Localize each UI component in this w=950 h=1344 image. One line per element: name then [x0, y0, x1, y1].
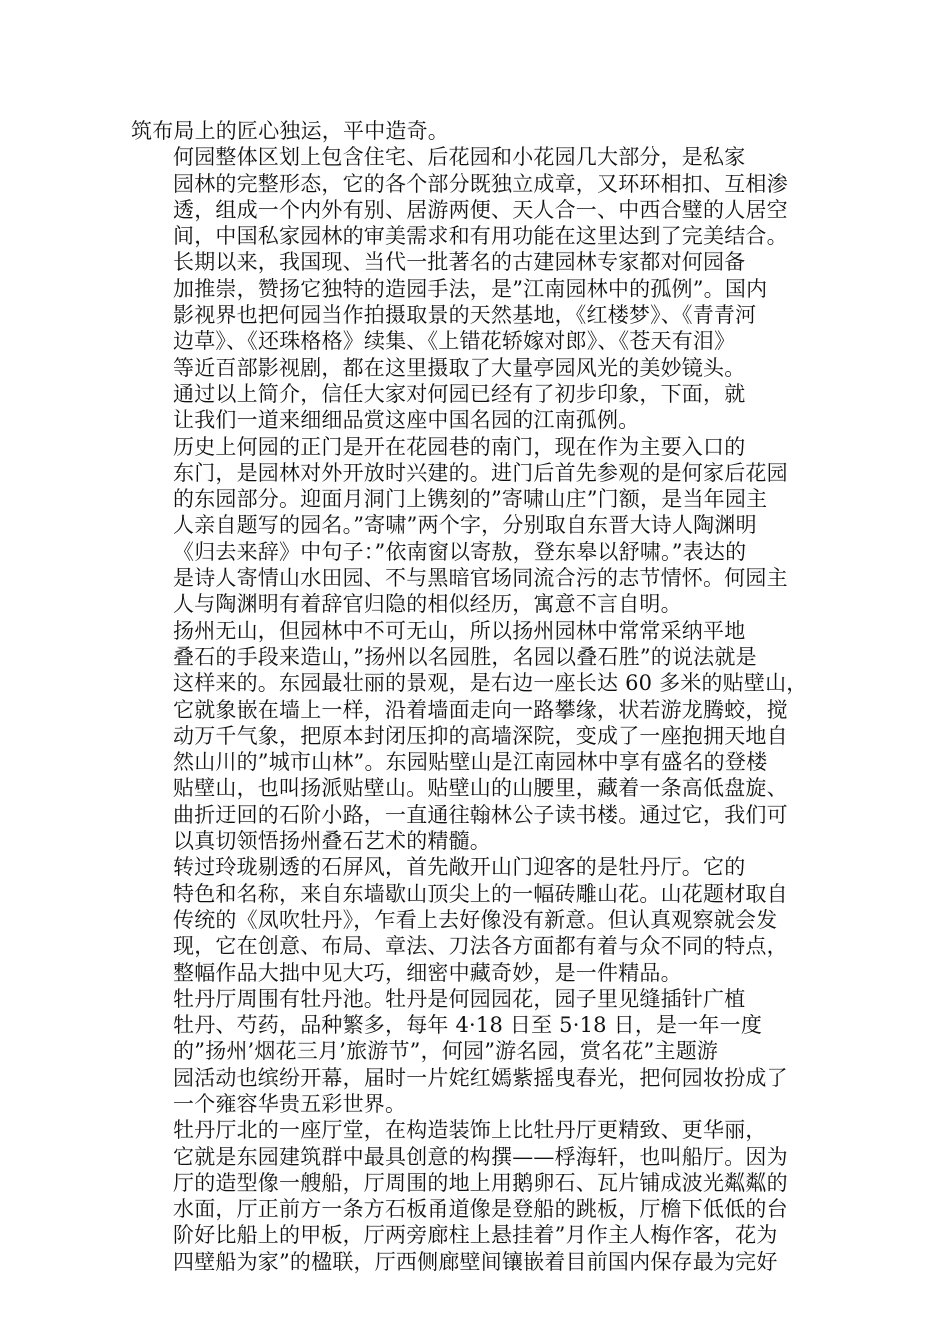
text-line: 园活动也缤纷开幕，届时一片姹红嫣紫摇曳春光，把何园妆扮成了 — [173, 1065, 788, 1090]
text-line: 的东园部分。迎面月洞门上镌刻的”寄啸山庄”门额，是当年园主 — [173, 487, 768, 512]
text-line: 透，组成一个内外有别、居游两便、天人合一、中西合璧的人居空 — [173, 197, 788, 222]
paragraph — [131, 434, 821, 618]
text-line: 特色和名称，来自东墙歇山顶尖上的一幅砖雕山花。山花题材取自 — [173, 881, 788, 906]
text-line: 影视界也把何园当作拍摄取景的天然基地，《红楼梦》、《青青河 — [173, 303, 757, 328]
text-line: 牡丹、芍药，品种繁多，每年 4·18 日至 5·18 日，是一年一度 — [173, 1013, 763, 1038]
text-line: 园林的完整形态，它的各个部分既独立成章，又环环相扣、互相渗 — [173, 171, 788, 196]
paragraph — [131, 249, 821, 380]
paragraph — [131, 986, 821, 1117]
text-line: 厅的造型像一艘船，厅周围的地上用鹅卵石、瓦片铺成波光粼粼的 — [173, 1170, 788, 1195]
text-line: 阶好比船上的甲板，厅两旁廊柱上悬挂着”月作主人梅作客，花为 — [173, 1223, 778, 1248]
paragraph — [131, 1117, 821, 1275]
text-line: 人亲自题写的园名。”寄啸”两个字，分别取自东晋大诗人陶渊明 — [173, 513, 757, 538]
text-line: 等近百部影视剧，都在这里摄取了大量亭园风光的美妙镜头。 — [173, 355, 746, 380]
text-line: 水面，厅正前方一条方石板甬道像是登船的跳板，厅檐下低低的台 — [173, 1197, 788, 1222]
text-line: 转过玲珑剔透的石屏风，首先敞开山门迎客的是牡丹厅。它的 — [173, 855, 746, 880]
text-line: 通过以上简介，信任大家对何园已经有了初步印象，下面，就 — [173, 381, 746, 406]
text-line: 加推崇，赞扬它独特的造园手法，是”江南园林中的孤例”。国内 — [173, 276, 768, 301]
paragraph — [131, 118, 821, 144]
text-line: 的”扬州’烟花三月’旅游节”，何园”游名园，赏名花”主题游 — [173, 1039, 719, 1064]
text-line: 长期以来，我国现、当代一批著名的古建园林专家都对何园备 — [173, 250, 746, 275]
text-line: 是诗人寄情山水田园、不与黑暗官场同流合污的志节情怀。何园主 — [173, 566, 788, 591]
text-line: 它就象嵌在墙上一样，沿着墙面走向一路攀缘，状若游龙腾蛟，搅 — [173, 697, 788, 722]
text-line: 叠石的手段来造山，”扬州以名园胜，名园以叠石胜”的说法就是 — [173, 644, 757, 669]
text-line: 然山川的”城市山林”。东园贴壁山是江南园林中享有盛名的登楼 — [173, 750, 768, 775]
text-line: 何园整体区划上包含住宅、后花园和小花园几大部分，是私家 — [173, 145, 746, 170]
text-line: 《归去来辞》中句子：”依南窗以寄敖，登东皋以舒啸。”表达的 — [173, 539, 747, 564]
paragraph — [131, 618, 821, 855]
paragraph — [131, 381, 821, 434]
text-line: 现，它在创意、布局、章法、刀法各方面都有着与众不同的特点， — [173, 934, 788, 959]
text-line: 整幅作品大拙中见大巧，细密中藏奇妙，是一件精品。 — [173, 960, 682, 985]
text-line: 四壁船为家”的楹联，厅西侧廊壁间镶嵌着目前国内保存最为完好 — [173, 1249, 778, 1274]
paragraph — [131, 144, 821, 249]
text-line: 间，中国私家园林的审美需求和有用功能在这里达到了完美结合。 — [173, 224, 788, 249]
text-line: 东门，是园林对外开放时兴建的。进门后首先参观的是何家后花园 — [173, 460, 788, 485]
text-line: 牡丹厅北的一座厅堂，在构造装饰上比牡丹厅更精致、更华丽， — [173, 1118, 767, 1143]
text-line: 让我们一道来细细品赏这座中国名园的江南孤例。 — [173, 408, 640, 433]
text-line: 边草》、《还珠格格》续集、《上错花轿嫁对郎》、《苍天有泪》 — [173, 329, 736, 354]
text-line: 牡丹厅周围有牡丹池。牡丹是何园园花，园子里见缝插针广植 — [173, 986, 746, 1011]
body-text — [131, 118, 821, 1275]
text-line: 它就是东园建筑群中最具创意的构撰——桴海轩，也叫船厅。因为 — [173, 1144, 788, 1169]
paragraph — [131, 854, 821, 985]
text-line: 曲折迂回的石阶小路，一直通往翰林公子读书楼。通过它，我们可 — [173, 802, 788, 827]
text-line: 筑布局上的匠心独运，平中造奇。 — [131, 119, 449, 143]
text-line: 人与陶渊明有着辞官归隐的相似经历，寓意不言自明。 — [173, 592, 682, 617]
text-line: 以真切领悟扬州叠石艺术的精髓。 — [173, 829, 491, 854]
text-line: 一个雍容华贵五彩世界。 — [173, 1091, 407, 1116]
text-line: 贴壁山，也叫扬派贴壁山。贴壁山的山腰里，藏着一条高低盘旋、 — [173, 776, 788, 801]
text-line: 扬州无山，但园林中不可无山，所以扬州园林中常常采纳平地 — [173, 618, 746, 643]
text-line: 历史上何园的正门是开在花园巷的南门，现在作为主要入口的 — [173, 434, 746, 459]
text-line: 传统的《凤吹牡丹》，乍看上去好像没有新意。但认真观察就会发 — [173, 907, 778, 932]
text-line: 这样来的。东园最壮丽的景观，是右边一座长达 60 多米的贴壁山， — [173, 671, 808, 696]
text-line: 动万千气象，把原本封闭压抑的高墙深院，变成了一座抱拥天地自 — [173, 723, 788, 748]
